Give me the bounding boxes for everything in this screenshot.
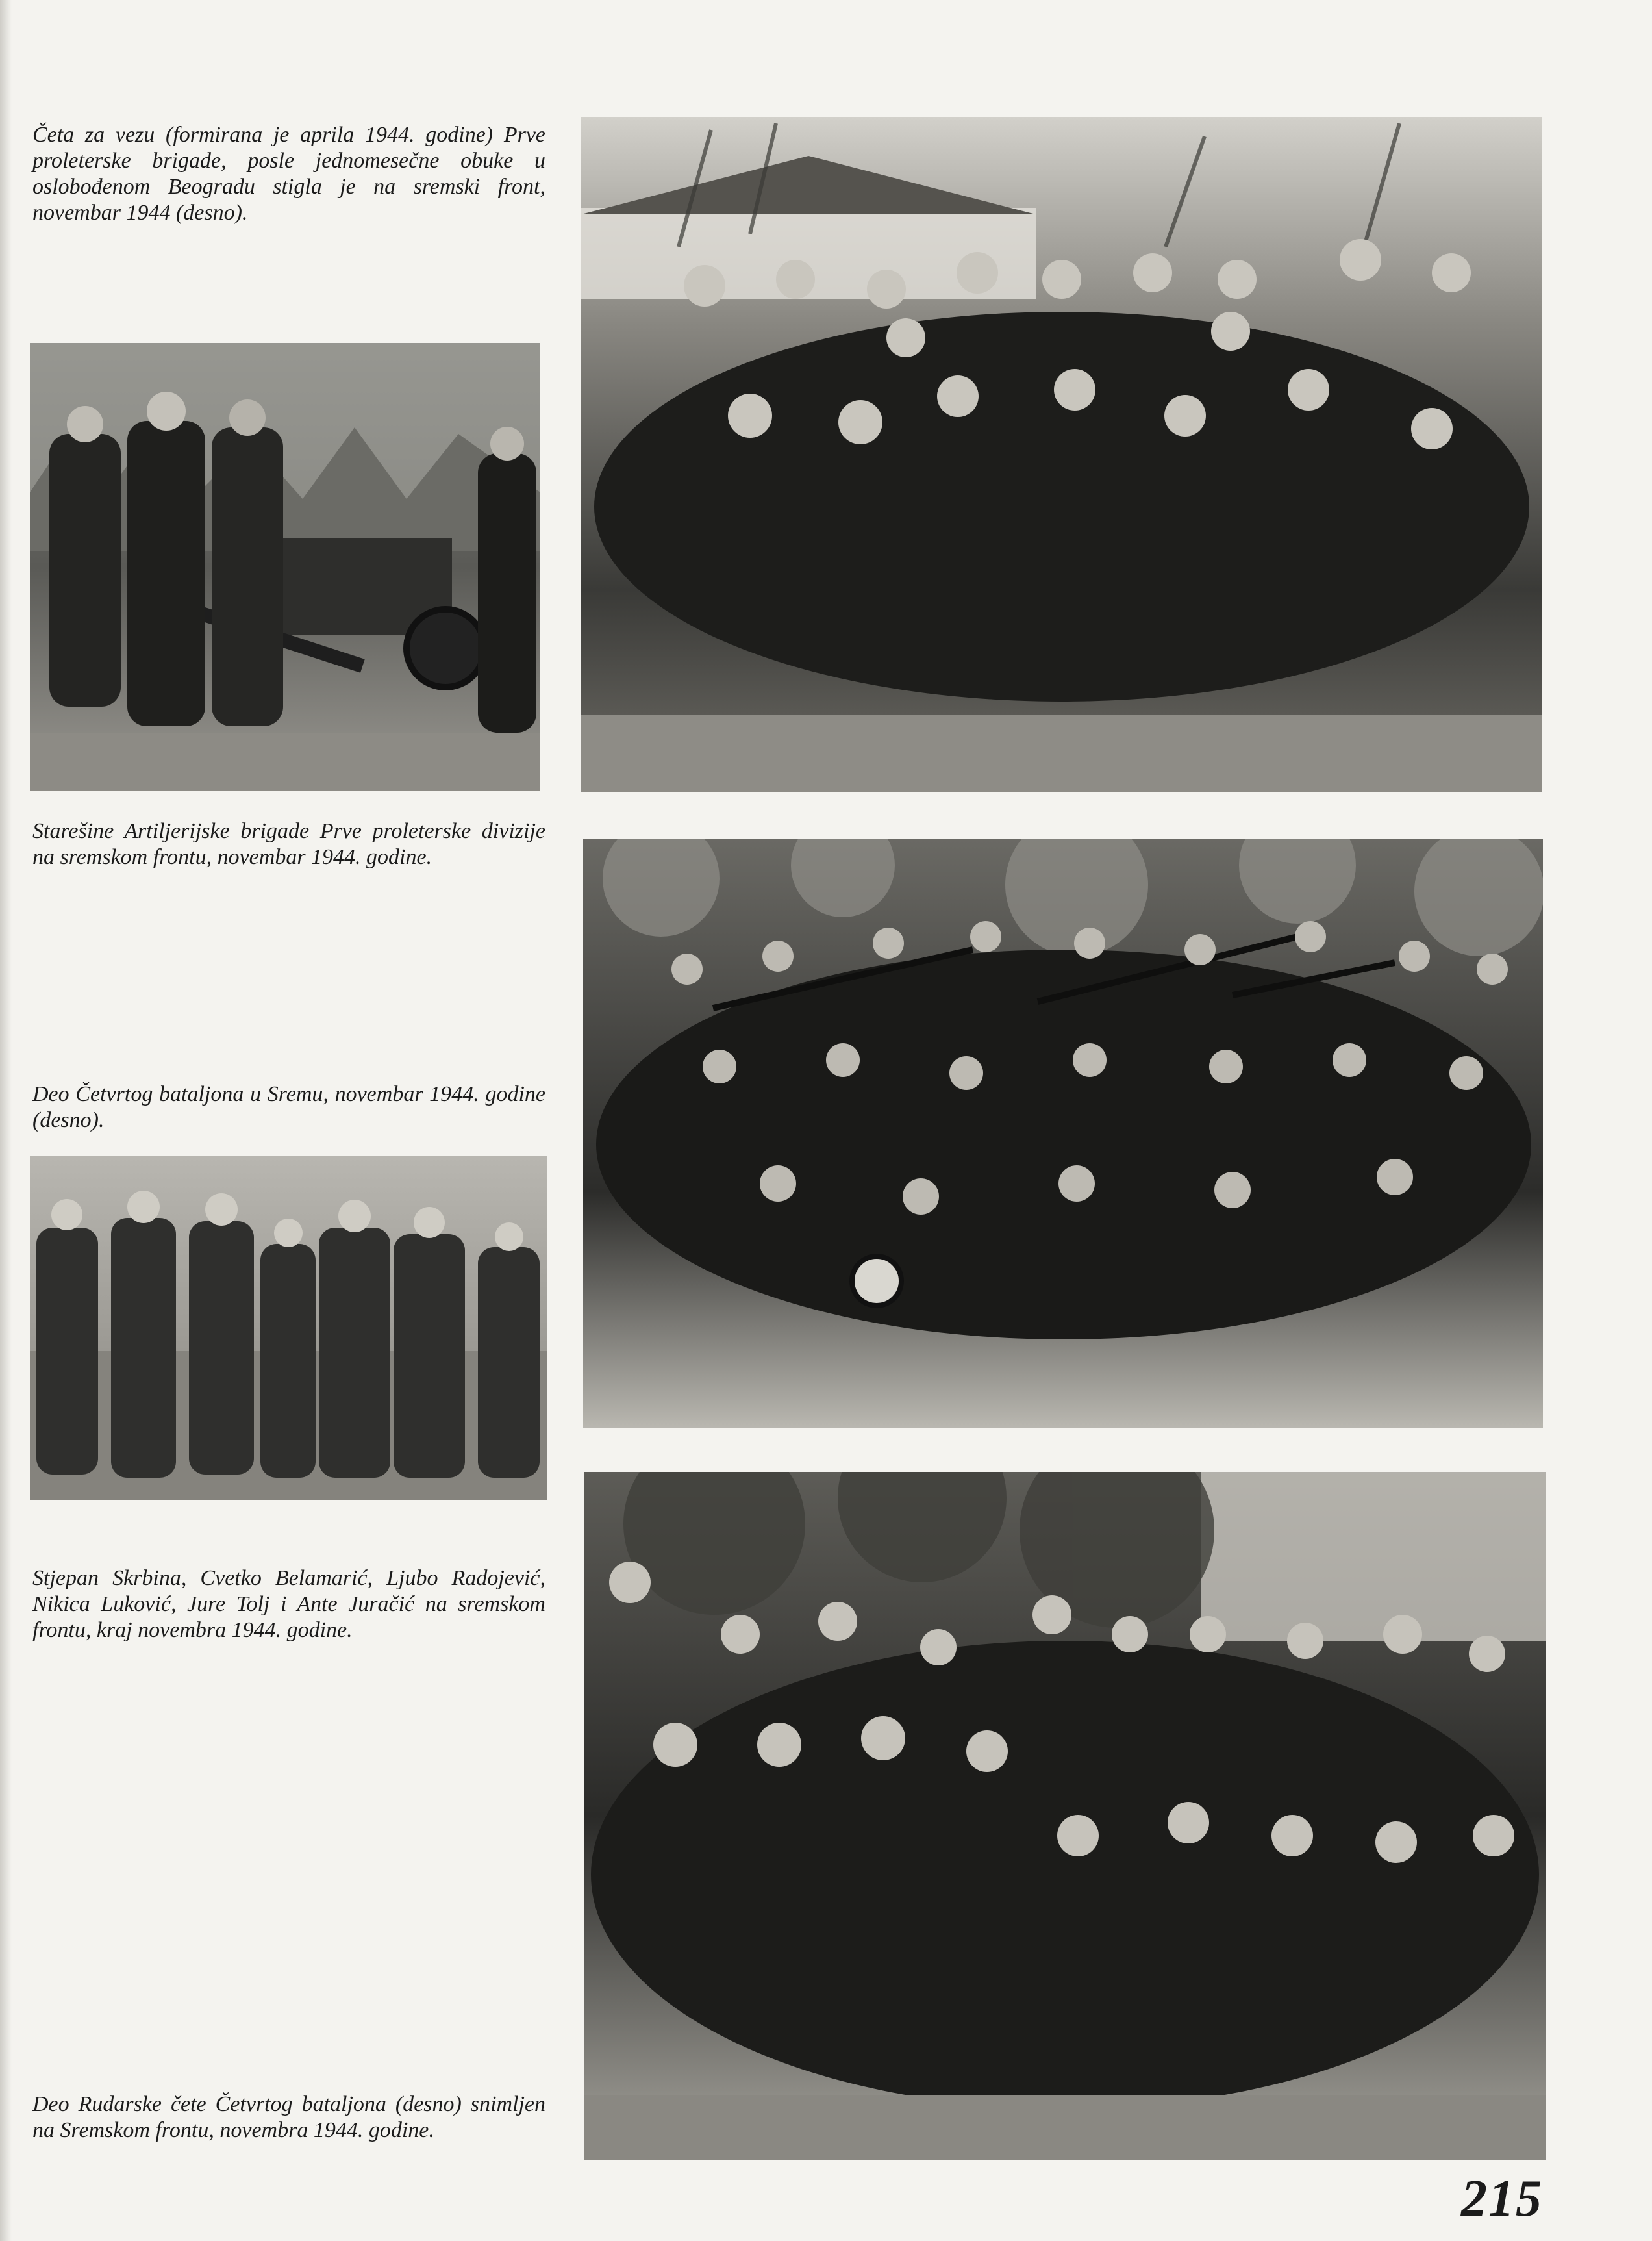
caption-signal-company: Četa za vezu (formirana je aprila 1944. godine) Prve proleterske brigade, posle jednomesečne obuke u oslobođenom Beogradu stigla je na sremski front, novembar 1944 (desno). <box>32 123 545 225</box>
photo-artillery-officers <box>30 343 540 791</box>
photo-miners-company <box>584 1472 1546 2160</box>
page-binding-edge <box>0 0 12 2241</box>
photo-named-soldiers <box>30 1156 547 1500</box>
caption-named-soldiers: Stjepan Skrbina, Cvetko Belamarić, Ljubo Radojević, Nikica Luković, Jure Tolj i Ante Juračić na sremskom frontu, kraj novembra 1944. godine. <box>32 1566 545 1642</box>
caption-miners-company: Deo Rudarske čete Četvrtog bataljona (desno) snimljen na Sremskom frontu, novembra 1944. godine. <box>32 2092 545 2142</box>
caption-artillery-officers: Starešine Artiljerijske brigade Prve proleterske divizije na sremskom frontu, novembar 1944. godine. <box>32 819 545 869</box>
caption-fourth-battalion: Deo Četvrtog bataljona u Sremu, novembar 1944. godine (desno). <box>32 1082 545 1132</box>
photo-fourth-battalion <box>583 839 1543 1428</box>
page-number: 215 <box>1461 2170 1543 2227</box>
photo-signal-company <box>581 117 1542 792</box>
